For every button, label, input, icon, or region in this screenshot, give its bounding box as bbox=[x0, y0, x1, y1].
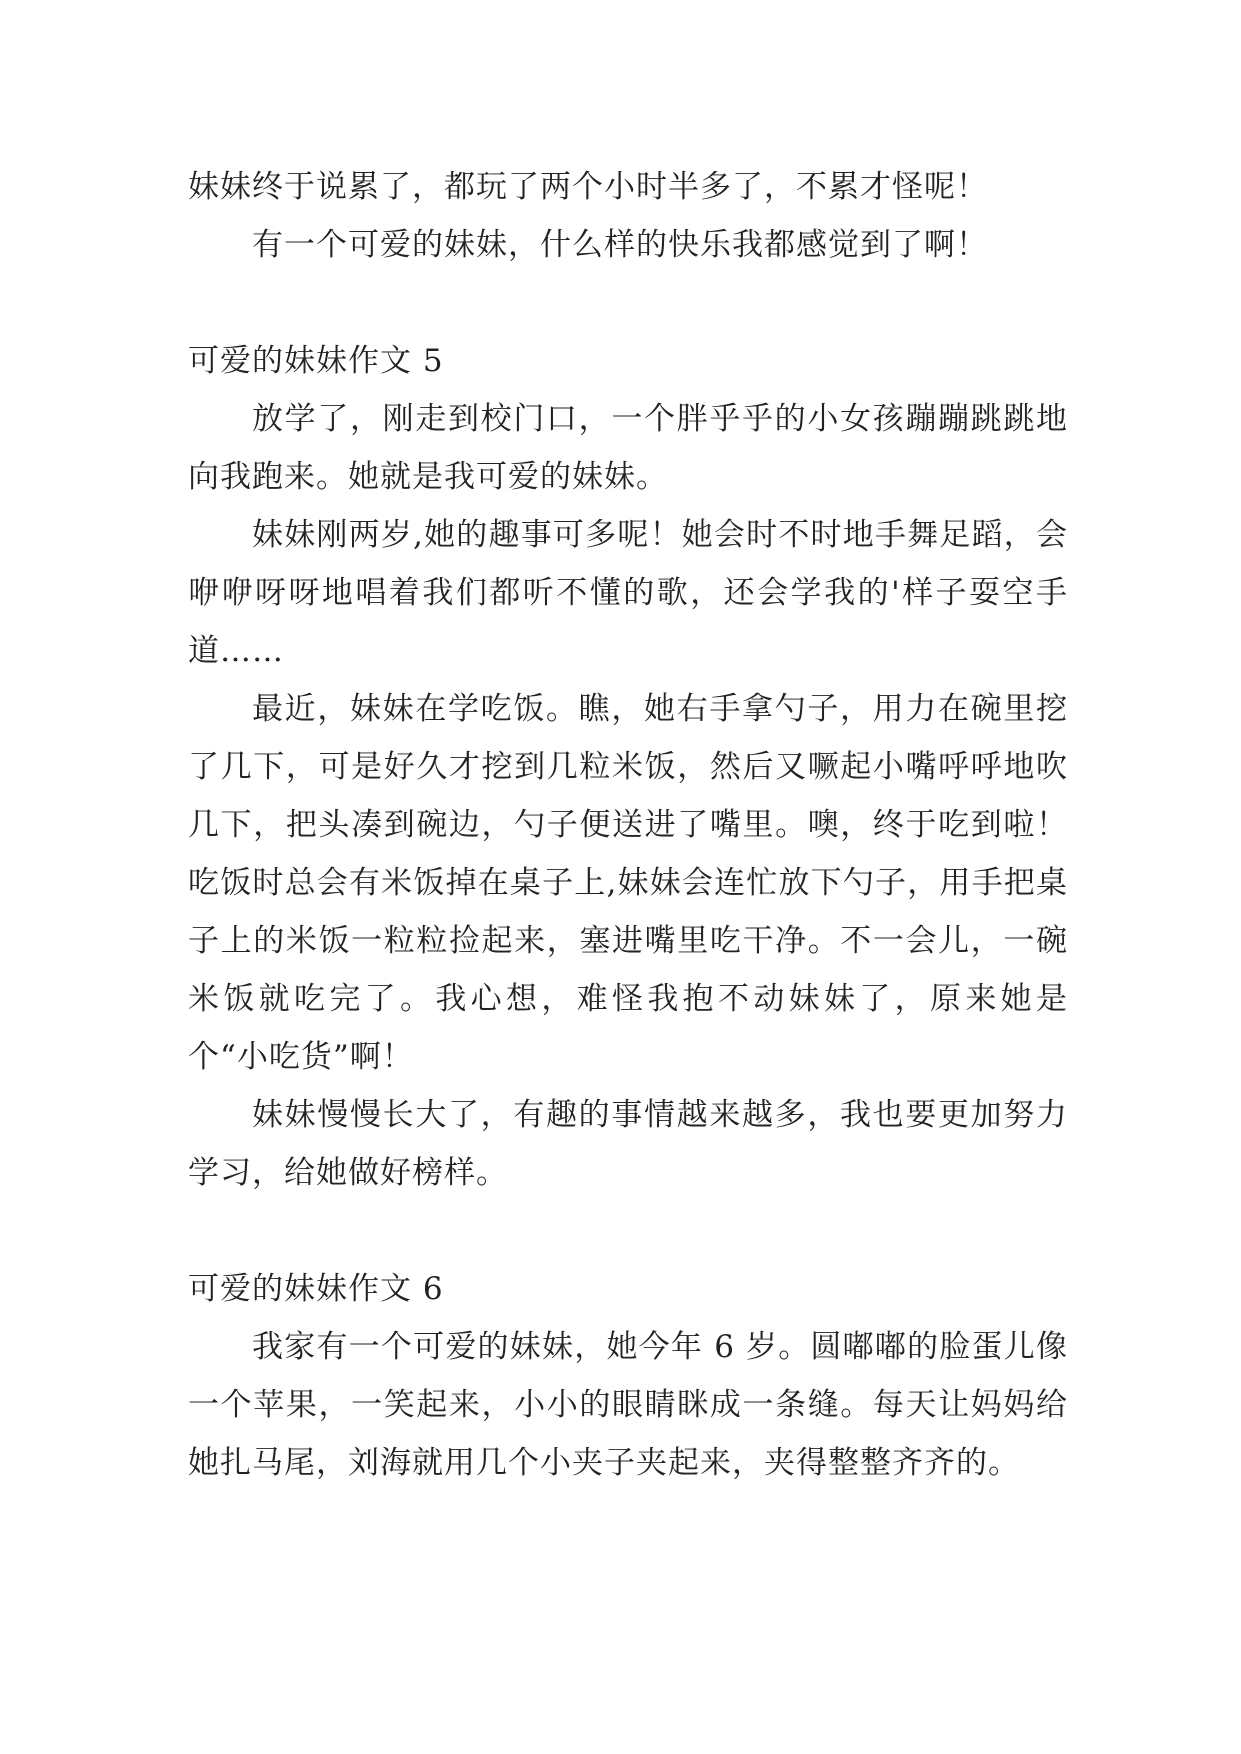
paragraph: 妹妹慢慢长大了，有趣的事情越来越多，我也要更加努力学习，给她做好榜样。 bbox=[188, 1097, 1068, 1191]
section-title-6: 可爱的妹妹作文 6 bbox=[188, 1271, 444, 1307]
section-title-5: 可爱的妹妹作文 5 bbox=[188, 343, 444, 379]
paragraph: 我家有一个可爱的妹妹，她今年 6 岁。圆嘟嘟的脸蛋儿像一个苹果，一笑起来，小小的眼睛眯成一条缝。每天让妈妈给她扎马尾，刘海就用几个小夹子夹起来，夹得整整齐齐的。 bbox=[188, 1329, 1068, 1481]
paragraph: 有一个可爱的妹妹，什么样的快乐我都感觉到了啊！ bbox=[252, 227, 988, 263]
paragraph: 妹妹终于说累了，都玩了两个小时半多了，不累才怪呢！ bbox=[188, 169, 988, 205]
document-body bbox=[188, 158, 1068, 1492]
paragraph: 放学了，刚走到校门口，一个胖乎乎的小女孩蹦蹦跳跳地向我跑来。她就是我可爱的妹妹。 bbox=[188, 401, 1068, 495]
paragraph: 最近，妹妹在学吃饭。瞧，她右手拿勺子，用力在碗里挖了几下，可是好久才挖到几粒米饭，然后又噘起小嘴呼呼地吹几下，把头凑到碗边，勺子便送进了嘴里。噢，终于吃到啦！吃饭时总会有米饭掉在桌子上,妹妹会连忙放下勺子，用手把桌子上的米饭一粒粒捡起来，塞进嘴里吃干净。不一会儿，一碗米饭就吃完了。我心想，难怪我抱不动妹妹了，原来她是个“小吃货”啊！ bbox=[188, 691, 1068, 1075]
paragraph: 妹妹刚两岁,她的趣事可多呢！她会时不时地手舞足蹈，会咿咿呀呀地唱着我们都听不懂的歌，还会学我的'样子耍空手道…… bbox=[188, 517, 1068, 669]
